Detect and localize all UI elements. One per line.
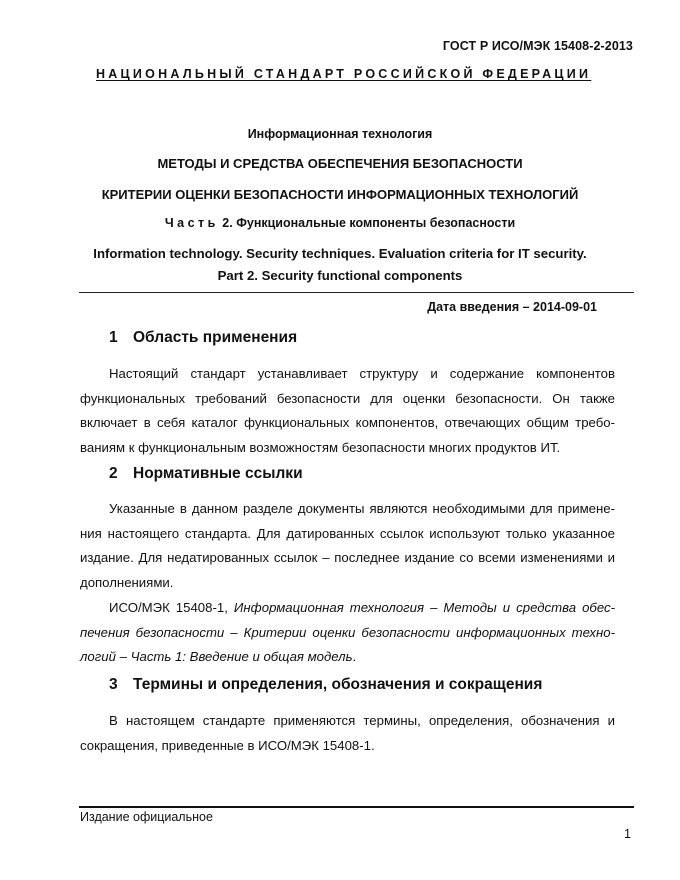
section-3-paragraph [80,709,615,758]
section-title: Область применения [133,329,298,346]
reference-period: . [352,649,357,664]
official-edition-note: Издание официальное [80,810,213,824]
title-part [0,216,680,230]
title-divider [79,292,634,293]
introduction-date: Дата введения – 2014-09-01 [427,300,597,314]
paragraph-line [80,645,615,670]
document-code: ГОСТ Р ИСО/МЭК 15408-2-2013 [442,39,633,53]
paragraph-line: дополнениями. [80,574,174,590]
paragraph-line: печения безопасности – Критерии оценки безопасности информационных техно- [80,624,615,640]
section-title: Нормативные ссылки [133,465,303,482]
section-2-paragraph [80,497,615,595]
section-heading-3 [109,676,542,694]
paragraph-line: ваниям к функциональным возможностям безопасности многих продуктов ИТ. [80,439,561,455]
paragraph-line [80,596,615,621]
reference-code: ИСО/МЭК 15408-1, [109,600,234,615]
title-methods: МЕТОДЫ И СРЕДСТВА ОБЕСПЕЧЕНИЯ БЕЗОПАСНОСТИ [157,156,523,171]
national-standard-heading: НАЦИОНАЛЬНЫЙ СТАНДАРТ РОССИЙСКОЙ ФЕДЕРАЦИИ [96,67,592,81]
section-number: 1 [109,329,118,346]
part-word: Часть [164,216,219,230]
section-1-paragraph [80,362,615,460]
section-heading-2 [109,465,303,483]
section-title: Термины и определения, обозначения и сокращения [133,676,543,693]
paragraph-line: Настоящий стандарт устанавливает структуру и содержание компонентов [109,366,615,381]
normative-reference [80,596,615,670]
paragraph-line: ния настоящего стандарта. Для датированных ссылок используют только указанное [80,525,615,541]
reference-title: Информационная технология – Методы и средства обес- [233,600,615,615]
footer-divider [79,806,634,808]
section-heading-1 [109,329,297,347]
part-rest: 2. Функциональные компоненты безопасности [218,216,516,230]
english-title-line-1: Information technology. Security techniques. Evaluation criteria for IT security. [93,246,587,261]
paragraph-line: сокращения, приведенные в ИСО/МЭК 15408-1. [80,737,375,753]
title-topic: Информационная технология [247,127,433,141]
paragraph-line: издание. Для недатированных ссылок – последнее издание со всеми изменениями и [80,550,615,565]
paragraph-line: Указанные в данном разделе документы являются необходимыми для примене- [109,501,615,516]
page-number: 1 [624,827,631,841]
section-number: 3 [109,676,118,693]
title-criteria: КРИТЕРИИ ОЦЕНКИ БЕЗОПАСНОСТИ ИНФОРМАЦИОННЫХ ТЕХНОЛОГИЙ [101,187,579,202]
reference-title: логий – Часть 1: Введение и общая модель [80,649,353,664]
paragraph-line: В настоящем стандарте применяются термины, определения, обозначения и [109,713,615,728]
paragraph-line: включает в себя каталог функциональных компонентов, отвечающих общим требо- [80,415,615,430]
english-title-line-2: Part 2. Security functional components [217,268,463,283]
paragraph-line: функциональных требований безопасности для оценки безопасности. Он также [80,390,615,406]
section-number: 2 [109,465,118,482]
